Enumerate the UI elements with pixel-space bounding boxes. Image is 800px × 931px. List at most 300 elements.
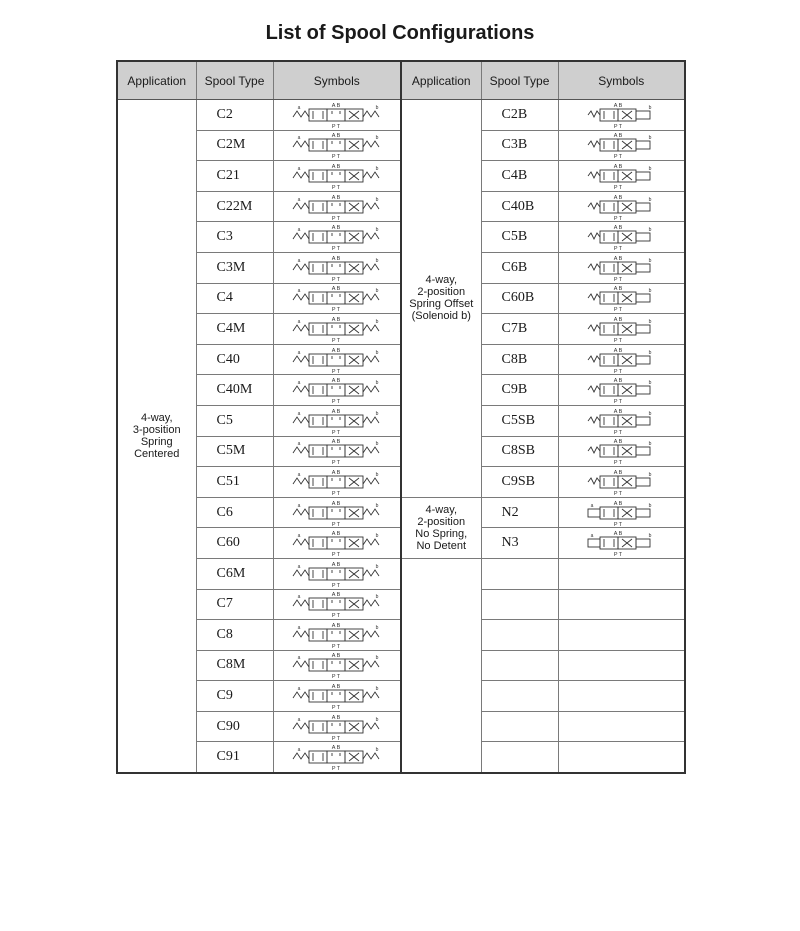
actuator-b-label: b bbox=[648, 288, 652, 295]
actuator-b-label: b bbox=[375, 471, 379, 478]
spring-icon bbox=[293, 600, 309, 606]
actuator-b-label: b bbox=[648, 257, 652, 264]
spool-table bbox=[116, 60, 686, 774]
spring-icon bbox=[588, 203, 600, 209]
symbol-cell bbox=[273, 252, 401, 283]
port-label-top: A B bbox=[331, 745, 341, 752]
spool-type-code: C9SB bbox=[481, 467, 558, 498]
actuator-b-label: b bbox=[648, 227, 652, 234]
port-label-bottom: P T bbox=[331, 154, 340, 160]
port-label-top: A B bbox=[613, 133, 623, 140]
actuator-b-label: b bbox=[375, 410, 379, 417]
port-label-top: A B bbox=[331, 194, 341, 201]
application-right-spring-offset-line: Spring Offset bbox=[409, 298, 474, 311]
spring-icon bbox=[293, 294, 309, 300]
port-label-bottom: P T bbox=[614, 490, 623, 496]
actuator-b-label: b bbox=[375, 196, 379, 203]
actuator-b-label: b bbox=[375, 227, 379, 234]
symbol-cell bbox=[273, 589, 401, 620]
port-label-bottom: P T bbox=[614, 246, 623, 252]
header-spool-type-right: Spool Type bbox=[481, 61, 558, 100]
actuator-a-label: a bbox=[297, 502, 301, 509]
port-label-top: A B bbox=[613, 255, 623, 262]
spring-icon bbox=[293, 631, 309, 637]
header-symbols-left: Symbols bbox=[273, 61, 401, 100]
port-label-top: A B bbox=[613, 500, 623, 507]
spool-type-code: C51 bbox=[196, 467, 273, 498]
empty-cell bbox=[558, 742, 685, 773]
empty-cell bbox=[558, 589, 685, 620]
actuator-b-label: b bbox=[648, 441, 652, 448]
valve-symbol-icon bbox=[289, 651, 385, 679]
actuator-a-label: a bbox=[297, 686, 301, 693]
actuator-a-label: a bbox=[297, 655, 301, 662]
solenoid-icon bbox=[588, 539, 600, 547]
port-label-top: A B bbox=[331, 684, 341, 691]
solenoid-icon bbox=[636, 264, 650, 272]
header-row bbox=[117, 61, 685, 100]
port-label-top: A B bbox=[613, 316, 623, 323]
spring-icon bbox=[588, 447, 600, 453]
symbol-cell bbox=[273, 191, 401, 222]
spool-type-code: C4B bbox=[481, 161, 558, 192]
port-label-top: A B bbox=[613, 225, 623, 232]
actuator-b-label: b bbox=[375, 165, 379, 172]
spring-icon bbox=[363, 325, 379, 331]
empty-cell bbox=[481, 620, 558, 651]
port-label-bottom: P T bbox=[331, 643, 340, 649]
spool-type-code: C91 bbox=[196, 742, 273, 773]
port-label-bottom: P T bbox=[331, 552, 340, 558]
spring-icon bbox=[588, 233, 600, 239]
spool-type-code: C21 bbox=[196, 161, 273, 192]
spring-icon bbox=[363, 661, 379, 667]
spring-icon bbox=[293, 386, 309, 392]
port-label-top: A B bbox=[331, 378, 341, 385]
actuator-b-label: b bbox=[375, 318, 379, 325]
spring-icon bbox=[363, 753, 379, 759]
port-label-top: A B bbox=[331, 653, 341, 660]
spring-icon bbox=[363, 539, 379, 545]
application-right-no-spring-line: 4-way, bbox=[425, 503, 458, 516]
valve-symbol-icon bbox=[289, 407, 385, 435]
empty-cell bbox=[481, 681, 558, 712]
spring-icon bbox=[293, 753, 309, 759]
actuator-b-label: b bbox=[375, 380, 379, 387]
spring-icon bbox=[363, 692, 379, 698]
application-right-no-spring-line: No Detent bbox=[416, 539, 467, 552]
valve-symbol-icon bbox=[586, 346, 656, 374]
valve-symbol-icon bbox=[586, 254, 656, 282]
symbol-cell bbox=[558, 314, 685, 345]
symbol-cell bbox=[273, 528, 401, 559]
spool-type-code: C4 bbox=[196, 283, 273, 314]
symbol-cell bbox=[558, 528, 685, 559]
valve-symbol-icon bbox=[586, 193, 656, 221]
actuator-a-label: a bbox=[297, 104, 301, 111]
port-label-top: A B bbox=[331, 531, 341, 538]
empty-cell bbox=[558, 681, 685, 712]
symbol-cell bbox=[273, 711, 401, 742]
application-right-spring-offset bbox=[401, 100, 481, 498]
port-label-top: A B bbox=[331, 286, 341, 293]
spool-type-code: C2 bbox=[196, 100, 273, 131]
spring-icon bbox=[293, 509, 309, 515]
spring-icon bbox=[293, 203, 309, 209]
spring-icon bbox=[293, 692, 309, 698]
symbol-cell bbox=[558, 497, 685, 528]
valve-symbol-icon bbox=[586, 468, 656, 496]
spool-type-code: N3 bbox=[481, 528, 558, 559]
spring-icon bbox=[293, 417, 309, 423]
actuator-a-label: a bbox=[297, 288, 301, 295]
symbol-cell bbox=[273, 650, 401, 681]
port-label-top: A B bbox=[613, 469, 623, 476]
symbol-cell bbox=[558, 283, 685, 314]
port-label-bottom: P T bbox=[614, 215, 623, 221]
valve-symbol-icon bbox=[289, 590, 385, 618]
valve-symbol-icon bbox=[289, 131, 385, 159]
header-symbols-right: Symbols bbox=[558, 61, 685, 100]
actuator-a-label: a bbox=[590, 533, 594, 540]
symbol-cell bbox=[273, 558, 401, 589]
symbol-cell bbox=[558, 161, 685, 192]
symbol-cell bbox=[273, 405, 401, 436]
solenoid-icon bbox=[636, 111, 650, 119]
symbol-cell bbox=[273, 314, 401, 345]
actuator-a-label: a bbox=[297, 165, 301, 172]
solenoid-icon bbox=[636, 386, 650, 394]
port-label-bottom: P T bbox=[614, 521, 623, 527]
actuator-b-label: b bbox=[648, 410, 652, 417]
valve-symbol-icon bbox=[586, 162, 656, 190]
application-right-no-spring-line: No Spring, bbox=[415, 527, 468, 540]
spring-icon bbox=[293, 539, 309, 545]
valve-symbol-icon bbox=[289, 162, 385, 190]
port-label-bottom: P T bbox=[331, 215, 340, 221]
port-label-bottom: P T bbox=[614, 552, 623, 558]
spool-type-code: C2B bbox=[481, 100, 558, 131]
spring-icon bbox=[363, 570, 379, 576]
port-label-bottom: P T bbox=[331, 368, 340, 374]
spring-icon bbox=[588, 325, 600, 331]
spool-type-code: C5SB bbox=[481, 405, 558, 436]
valve-symbol-icon bbox=[289, 743, 385, 771]
port-label-top: A B bbox=[331, 316, 341, 323]
symbol-cell bbox=[558, 344, 685, 375]
port-label-top: A B bbox=[331, 225, 341, 232]
port-label-bottom: P T bbox=[614, 123, 623, 129]
empty-cell bbox=[481, 742, 558, 773]
spring-icon bbox=[588, 264, 600, 270]
empty-cell bbox=[481, 589, 558, 620]
actuator-b-label: b bbox=[648, 196, 652, 203]
actuator-b-label: b bbox=[375, 624, 379, 631]
solenoid-icon bbox=[636, 233, 650, 241]
actuator-b-label: b bbox=[648, 349, 652, 356]
spring-icon bbox=[588, 417, 600, 423]
spool-type-code: C7 bbox=[196, 589, 273, 620]
spool-type-code: C5 bbox=[196, 405, 273, 436]
valve-symbol-icon bbox=[289, 284, 385, 312]
port-label-bottom: P T bbox=[614, 399, 623, 405]
spring-icon bbox=[588, 294, 600, 300]
actuator-a-label: a bbox=[297, 441, 301, 448]
spool-type-code: C4M bbox=[196, 314, 273, 345]
spring-icon bbox=[588, 478, 600, 484]
spool-type-code: C3B bbox=[481, 130, 558, 161]
application-right-no-spring bbox=[401, 497, 481, 558]
spool-type-code: C2M bbox=[196, 130, 273, 161]
valve-symbol-icon bbox=[289, 468, 385, 496]
spring-icon bbox=[293, 478, 309, 484]
spool-type-code: C6B bbox=[481, 252, 558, 283]
actuator-a-label: a bbox=[297, 563, 301, 570]
solenoid-icon bbox=[636, 417, 650, 425]
port-label-top: A B bbox=[331, 561, 341, 568]
actuator-a-label: a bbox=[297, 471, 301, 478]
port-label-top: A B bbox=[331, 439, 341, 446]
spring-icon bbox=[363, 141, 379, 147]
symbol-cell bbox=[558, 191, 685, 222]
port-label-bottom: P T bbox=[331, 674, 340, 680]
spring-icon bbox=[588, 141, 600, 147]
symbol-cell bbox=[273, 100, 401, 131]
spring-icon bbox=[363, 447, 379, 453]
solenoid-icon bbox=[636, 203, 650, 211]
symbol-cell bbox=[273, 497, 401, 528]
spring-icon bbox=[293, 264, 309, 270]
spring-icon bbox=[363, 631, 379, 637]
application-right-spring-offset-line: 4-way, bbox=[425, 274, 458, 287]
valve-symbol-icon bbox=[289, 254, 385, 282]
symbol-cell bbox=[558, 252, 685, 283]
actuator-b-label: b bbox=[375, 533, 379, 540]
port-label-bottom: P T bbox=[331, 399, 340, 405]
spring-icon bbox=[293, 570, 309, 576]
symbol-cell bbox=[273, 620, 401, 651]
valve-symbol-icon bbox=[289, 315, 385, 343]
spring-icon bbox=[363, 203, 379, 209]
actuator-a-label: a bbox=[297, 349, 301, 356]
spring-icon bbox=[363, 600, 379, 606]
spool-type-code: C9 bbox=[196, 681, 273, 712]
symbol-cell bbox=[273, 742, 401, 773]
actuator-a-label: a bbox=[297, 410, 301, 417]
actuator-a-label: a bbox=[297, 257, 301, 264]
spool-type-code: C8B bbox=[481, 344, 558, 375]
port-label-bottom: P T bbox=[614, 154, 623, 160]
valve-symbol-icon bbox=[586, 407, 656, 435]
spring-icon bbox=[363, 386, 379, 392]
port-label-bottom: P T bbox=[331, 429, 340, 435]
spring-icon bbox=[293, 111, 309, 117]
port-label-bottom: P T bbox=[331, 705, 340, 711]
port-label-bottom: P T bbox=[331, 307, 340, 313]
actuator-a-label: a bbox=[297, 196, 301, 203]
empty-cell bbox=[481, 650, 558, 681]
symbol-cell bbox=[273, 283, 401, 314]
port-label-top: A B bbox=[331, 408, 341, 415]
actuator-a-label: a bbox=[297, 716, 301, 723]
solenoid-icon bbox=[636, 447, 650, 455]
valve-symbol-icon bbox=[586, 529, 656, 557]
spring-icon bbox=[293, 447, 309, 453]
actuator-b-label: b bbox=[375, 655, 379, 662]
actuator-b-label: b bbox=[375, 563, 379, 570]
port-label-top: A B bbox=[331, 255, 341, 262]
actuator-b-label: b bbox=[648, 165, 652, 172]
header-spool-type-left: Spool Type bbox=[196, 61, 273, 100]
spool-type-code: C6 bbox=[196, 497, 273, 528]
actuator-b-label: b bbox=[648, 135, 652, 142]
symbol-cell bbox=[273, 222, 401, 253]
empty-cell bbox=[558, 620, 685, 651]
spool-type-code: N2 bbox=[481, 497, 558, 528]
actuator-b-label: b bbox=[648, 533, 652, 540]
actuator-a-label: a bbox=[297, 533, 301, 540]
empty-cell bbox=[481, 558, 558, 589]
solenoid-icon bbox=[636, 325, 650, 333]
symbol-cell bbox=[273, 375, 401, 406]
actuator-a-label: a bbox=[297, 380, 301, 387]
spring-icon bbox=[293, 141, 309, 147]
empty-application-cell bbox=[401, 558, 481, 773]
symbol-cell bbox=[273, 436, 401, 467]
valve-symbol-icon bbox=[289, 193, 385, 221]
port-label-top: A B bbox=[331, 500, 341, 507]
valve-symbol-icon bbox=[289, 560, 385, 588]
symbol-cell bbox=[273, 467, 401, 498]
valve-symbol-icon bbox=[289, 682, 385, 710]
symbol-cell bbox=[558, 100, 685, 131]
spring-icon bbox=[363, 264, 379, 270]
port-label-top: A B bbox=[613, 194, 623, 201]
valve-symbol-icon bbox=[289, 437, 385, 465]
port-label-top: A B bbox=[613, 286, 623, 293]
empty-cell bbox=[558, 558, 685, 589]
port-label-bottom: P T bbox=[614, 307, 623, 313]
port-label-top: A B bbox=[331, 622, 341, 629]
spring-icon bbox=[588, 386, 600, 392]
application-left-line: Spring Centered bbox=[134, 436, 180, 461]
valve-symbol-icon bbox=[586, 101, 656, 129]
spool-type-code: C5B bbox=[481, 222, 558, 253]
port-label-bottom: P T bbox=[331, 521, 340, 527]
symbol-cell bbox=[558, 467, 685, 498]
port-label-top: A B bbox=[331, 163, 341, 170]
actuator-b-label: b bbox=[648, 380, 652, 387]
solenoid-icon bbox=[636, 294, 650, 302]
header-application-left: Application bbox=[117, 61, 196, 100]
port-label-bottom: P T bbox=[614, 337, 623, 343]
spring-icon bbox=[363, 356, 379, 362]
spring-icon bbox=[363, 509, 379, 515]
valve-symbol-icon bbox=[289, 346, 385, 374]
application-right-spring-offset-line: 2-position bbox=[417, 286, 466, 299]
port-label-top: A B bbox=[331, 592, 341, 599]
spring-icon bbox=[588, 111, 600, 117]
valve-symbol-icon bbox=[586, 437, 656, 465]
table-row bbox=[117, 558, 685, 589]
symbol-cell bbox=[273, 130, 401, 161]
spool-type-code: C3M bbox=[196, 252, 273, 283]
page-title: List of Spool Configurations bbox=[265, 22, 535, 44]
spool-type-code: C22M bbox=[196, 191, 273, 222]
valve-symbol-icon bbox=[586, 376, 656, 404]
actuator-b-label: b bbox=[375, 716, 379, 723]
port-label-bottom: P T bbox=[614, 429, 623, 435]
valve-symbol-icon bbox=[586, 315, 656, 343]
spring-icon bbox=[588, 356, 600, 362]
table-row bbox=[117, 497, 685, 528]
empty-cell bbox=[481, 711, 558, 742]
solenoid-icon bbox=[636, 509, 650, 517]
solenoid-icon bbox=[636, 356, 650, 364]
header-application-right: Application bbox=[401, 61, 481, 100]
spool-type-code: C40M bbox=[196, 375, 273, 406]
port-label-bottom: P T bbox=[331, 460, 340, 466]
port-label-top: A B bbox=[331, 102, 341, 109]
symbol-cell bbox=[273, 681, 401, 712]
spring-icon bbox=[293, 172, 309, 178]
spool-type-code: C40 bbox=[196, 344, 273, 375]
spring-icon bbox=[293, 723, 309, 729]
spring-icon bbox=[293, 325, 309, 331]
spring-icon bbox=[363, 111, 379, 117]
spool-type-code: C8SB bbox=[481, 436, 558, 467]
valve-symbol-icon bbox=[289, 713, 385, 741]
spool-type-code: C7B bbox=[481, 314, 558, 345]
symbol-cell bbox=[273, 344, 401, 375]
port-label-bottom: P T bbox=[331, 613, 340, 619]
symbol-cell bbox=[558, 375, 685, 406]
spool-type-code: C9B bbox=[481, 375, 558, 406]
application-left-line: 4-way, bbox=[140, 412, 173, 425]
solenoid-icon bbox=[636, 478, 650, 486]
actuator-b-label: b bbox=[375, 502, 379, 509]
spring-icon bbox=[363, 723, 379, 729]
port-label-bottom: P T bbox=[614, 184, 623, 190]
port-label-bottom: P T bbox=[331, 490, 340, 496]
valve-symbol-icon bbox=[586, 284, 656, 312]
port-label-top: A B bbox=[613, 163, 623, 170]
spring-icon bbox=[588, 172, 600, 178]
symbol-cell bbox=[273, 161, 401, 192]
actuator-b-label: b bbox=[375, 288, 379, 295]
application-left-line: 3-position bbox=[132, 424, 181, 437]
valve-symbol-icon bbox=[586, 223, 656, 251]
actuator-b-label: b bbox=[648, 471, 652, 478]
spring-icon bbox=[363, 233, 379, 239]
port-label-top: A B bbox=[613, 378, 623, 385]
empty-cell bbox=[558, 711, 685, 742]
valve-symbol-icon bbox=[289, 529, 385, 557]
symbol-cell bbox=[558, 405, 685, 436]
actuator-b-label: b bbox=[375, 104, 379, 111]
port-label-top: A B bbox=[331, 133, 341, 140]
actuator-a-label: a bbox=[297, 594, 301, 601]
actuator-b-label: b bbox=[375, 441, 379, 448]
empty-cell bbox=[558, 650, 685, 681]
actuator-b-label: b bbox=[648, 502, 652, 509]
actuator-a-label: a bbox=[297, 227, 301, 234]
application-right-no-spring-line: 2-position bbox=[417, 515, 466, 528]
port-label-bottom: P T bbox=[331, 735, 340, 741]
actuator-b-label: b bbox=[375, 594, 379, 601]
spool-type-code: C60 bbox=[196, 528, 273, 559]
spool-type-code: C8 bbox=[196, 620, 273, 651]
